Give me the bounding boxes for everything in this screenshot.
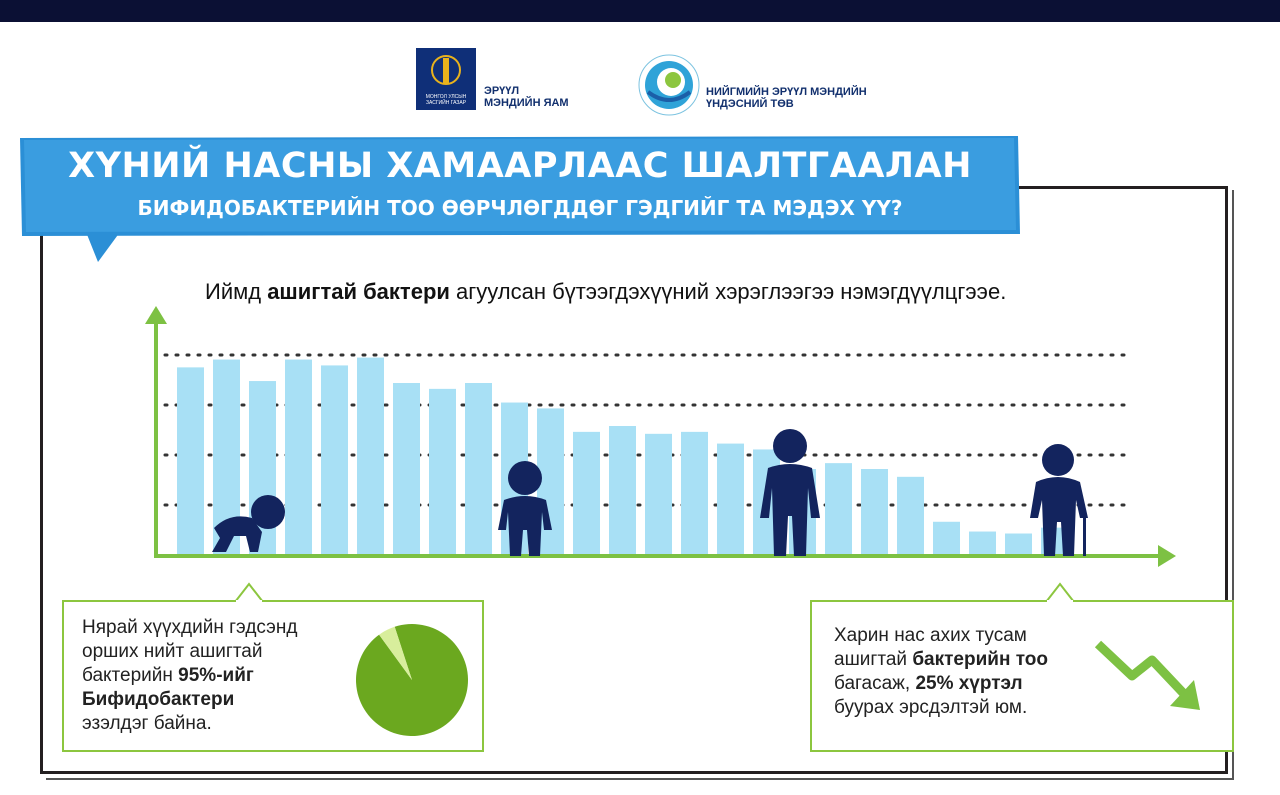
aging-info-text	[834, 624, 1048, 720]
left-card-pointer	[235, 582, 265, 602]
bar	[717, 444, 744, 555]
bar	[861, 469, 888, 555]
bar	[465, 383, 492, 555]
aging-line2-bold: бактерийн тоо	[912, 649, 1048, 670]
center-label-line2: ҮНДЭСНИЙ ТӨВ	[706, 98, 794, 110]
bar	[321, 365, 348, 555]
infant-line4-bold: Бифидобактери	[82, 689, 235, 710]
aging-line1: Харин нас ахих тусам	[834, 625, 1027, 646]
lead-bold: ашигтай бактери	[267, 279, 450, 304]
bar	[933, 522, 960, 555]
aging-line4: буурах эрсдэлтэй юм.	[834, 697, 1028, 718]
bar	[357, 358, 384, 555]
banner-subtitle: БИФИДОБАКТЕРИЙН ТОО ӨӨРЧЛӨГДДӨГ ГЭДГИЙГ ТА МЭДЭХ ҮҮ?	[137, 196, 903, 220]
aging-line2	[834, 648, 1048, 672]
right-card-pointer	[1046, 582, 1076, 602]
aging-line3-normal: багасаж,	[834, 673, 916, 694]
bar	[573, 432, 600, 555]
bar	[897, 477, 924, 555]
pie-chart	[352, 620, 472, 740]
bar	[285, 360, 312, 555]
lead-after: агуулсан бүтээгдэхүүний хэрэглээгээ нэмэгдүүлцгээе.	[449, 279, 1007, 304]
infant-line1: Нярай хүүхдийн гэдсэнд	[82, 617, 298, 638]
government-logo-text: МОНГОЛ УЛСЫН ЗАСГИЙН ГАЗАР	[425, 94, 467, 106]
center-label-line1: НИЙГМИЙН ЭРҮҮЛ МЭНДИЙН	[706, 86, 867, 98]
bar	[177, 367, 204, 555]
infant-line3-bold: 95%-ийг	[178, 665, 254, 686]
downward-trend-arrow-icon	[1094, 636, 1206, 716]
infant-info-text	[82, 616, 297, 736]
infant-line3	[82, 664, 297, 688]
lead-before: Иймд	[205, 279, 268, 304]
infant-line3-normal: бактерийн	[82, 665, 179, 686]
infant-line2: орших нийт ашигтай	[82, 641, 263, 662]
ministry-label-line2: МЭНДИЙН ЯАМ	[484, 97, 569, 109]
bar	[825, 463, 852, 555]
aging-line2-normal: ашигтай	[834, 649, 913, 670]
ministry-label-line1: ЭРҮҮЛ	[484, 85, 520, 97]
banner-title: ХҮНИЙ НАСНЫ ХАМААРЛААС ШАЛТГААЛАН	[68, 146, 972, 186]
bar	[681, 432, 708, 555]
bar	[609, 426, 636, 555]
bar	[429, 389, 456, 555]
bar	[969, 532, 996, 555]
aging-line3	[834, 672, 1048, 696]
x-axis-arrow-icon	[1158, 545, 1176, 567]
infant-line5: эзэлдэг байна.	[82, 713, 212, 734]
bar	[645, 434, 672, 555]
bar	[393, 383, 420, 555]
y-axis-arrow-icon	[145, 306, 167, 324]
infant-line4	[82, 688, 297, 712]
aging-line3-bold: 25% хүртэл	[915, 673, 1023, 694]
bar	[1005, 534, 1032, 556]
